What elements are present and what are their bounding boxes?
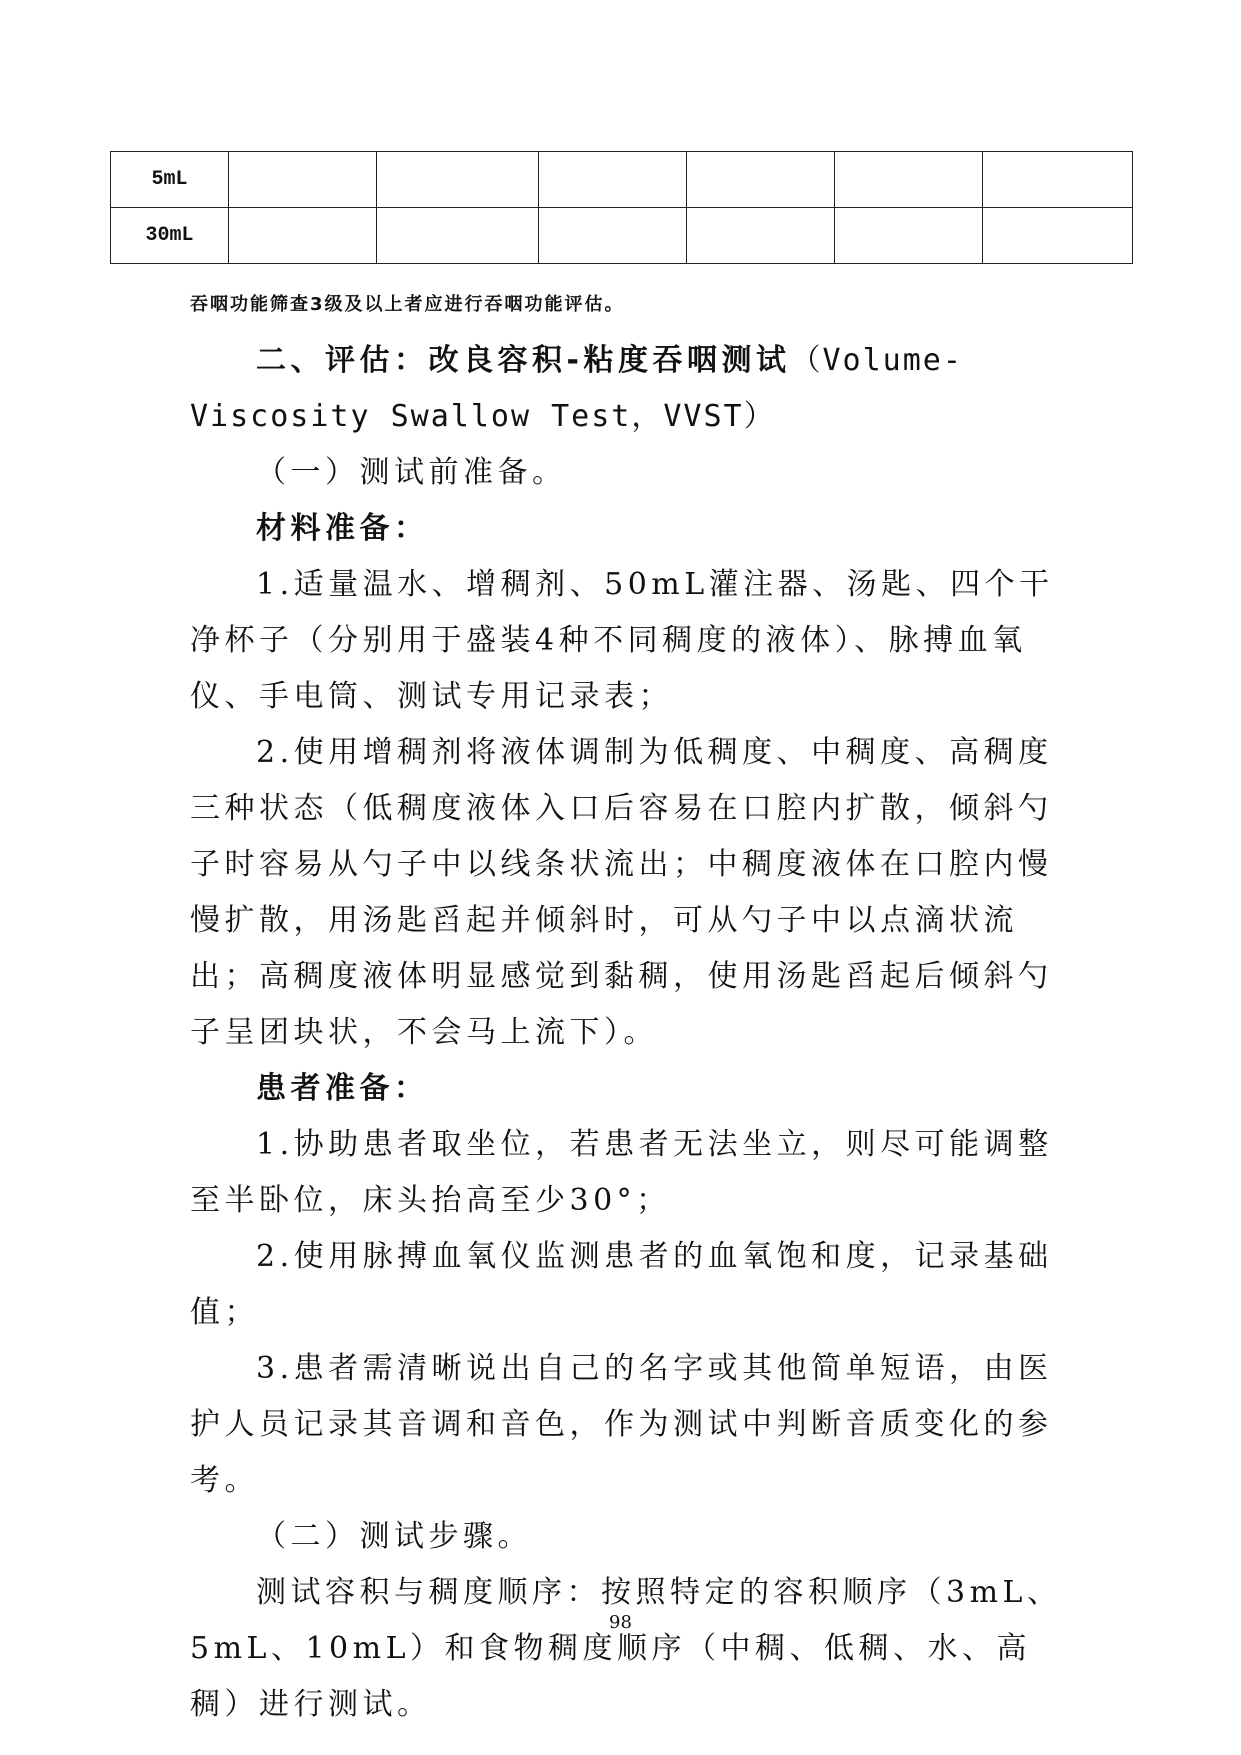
materials-heading: 材料准备：	[256, 511, 429, 546]
table-cell	[835, 152, 983, 208]
table-note: 吞咽功能筛查3级及以上者应进行吞咽功能评估。	[190, 294, 625, 315]
table-row	[111, 208, 1133, 264]
steps-paragraph: 测试容积与稠度顺序：按照特定的容积顺序（3mL、5mL、10mL）和食物稠度顺序（中稠、低稠、水、高稠）进行测试。	[190, 1575, 1062, 1722]
section-title: 二、评估：改良容积-粘度吞咽测试	[256, 343, 791, 378]
row-label: 5mL	[111, 152, 229, 208]
table-cell	[377, 152, 539, 208]
subsection-heading: （二）测试步骤。	[256, 1519, 532, 1554]
table-row	[111, 152, 1133, 208]
table-cell	[539, 152, 687, 208]
table-cell	[983, 208, 1133, 264]
materials-item: 1.适量温水、增稠剂、50mL灌注器、汤匙、四个干净杯子（分别用于盛装4种不同稠度的液体）、脉搏血氧仪、手电筒、测试专用记录表；	[190, 567, 1054, 714]
table-cell	[229, 208, 377, 264]
table-cell	[377, 208, 539, 264]
body-text	[190, 333, 1070, 1733]
section-title-english: （Volume-Viscosity Swallow Test，VVST）	[190, 343, 963, 434]
row-label: 30mL	[111, 208, 229, 264]
section-heading	[190, 333, 1070, 445]
subsection-heading: （一）测试前准备。	[256, 455, 567, 490]
table-cell	[983, 152, 1133, 208]
table-cell	[835, 208, 983, 264]
materials-item: 2.使用增稠剂将液体调制为低稠度、中稠度、高稠度三种状态（低稠度液体入口后容易在口腔内扩散，倾斜勺子时容易从勺子中以线条状流出；中稠度液体在口腔内慢慢扩散，用汤匙舀起并倾斜时，可从勺子中以点滴状流出；高稠度液体明显感觉到黏稠，使用汤匙舀起后倾斜勺子呈团块状，不会马上流下）。	[190, 735, 1053, 1050]
patient-heading: 患者准备：	[256, 1071, 429, 1106]
patient-item: 3.患者需清晰说出自己的名字或其他简单短语，由医护人员记录其音调和音色，作为测试中判断音质变化的参考。	[190, 1351, 1053, 1498]
patient-item: 2.使用脉搏血氧仪监测患者的血氧饱和度，记录基础值；	[190, 1239, 1053, 1330]
table-cell	[687, 208, 835, 264]
table-cell	[229, 152, 377, 208]
table-cell	[687, 152, 835, 208]
page-number: 98	[609, 1612, 632, 1633]
patient-item: 1.协助患者取坐位，若患者无法坐立，则尽可能调整至半卧位，床头抬高至少30°；	[190, 1127, 1053, 1218]
table-cell	[539, 208, 687, 264]
assessment-table	[110, 151, 1133, 264]
